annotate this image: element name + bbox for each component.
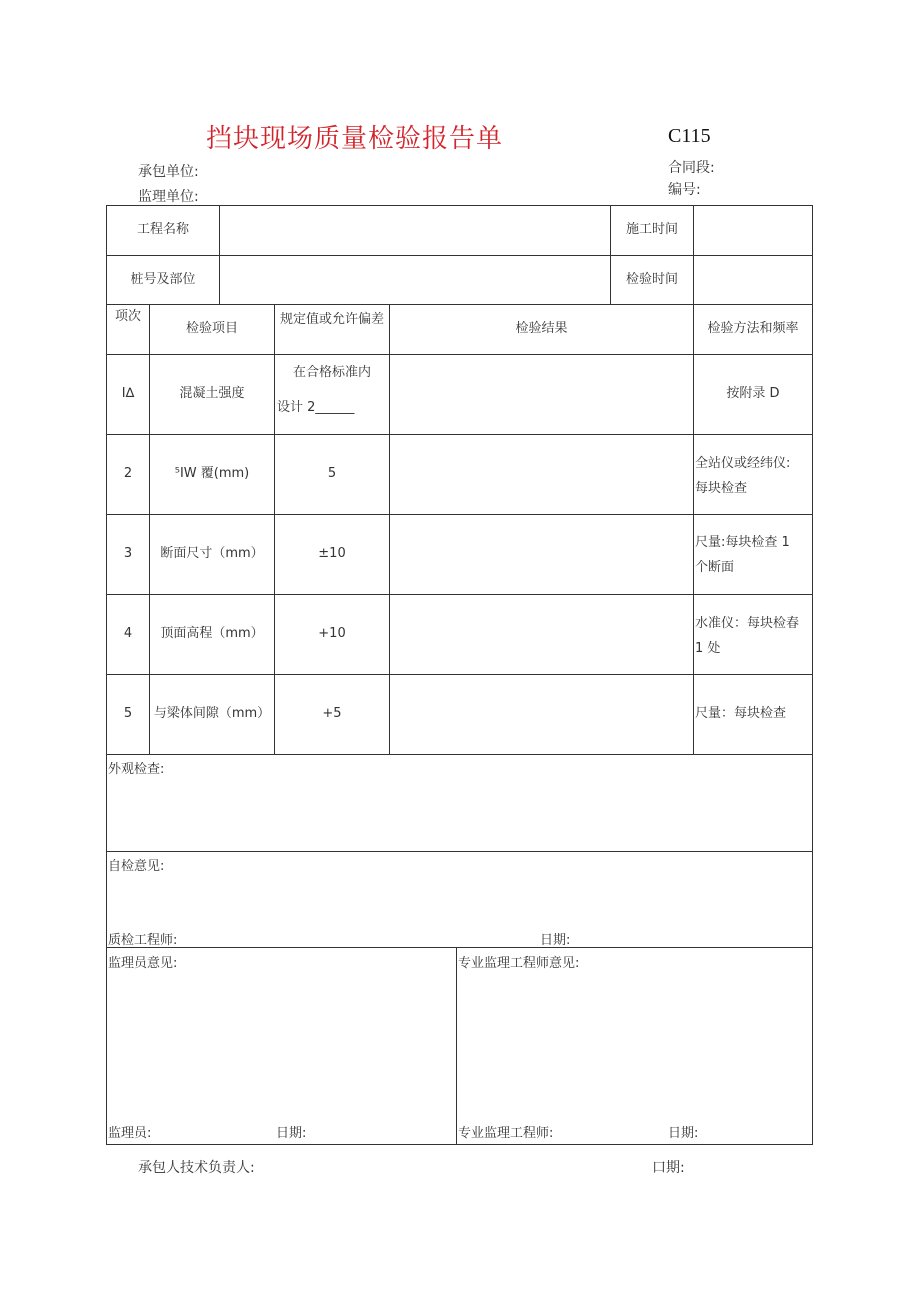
row-item: 与梁体间隙（mm） [153, 706, 271, 722]
header-result: 检验结果 [515, 321, 568, 337]
header-method: 检验方法和频率 [707, 321, 799, 337]
row-method: 水准仪：每块检春 [695, 615, 800, 631]
project-name-label: 工程名称 [136, 222, 189, 238]
construction-time-label: 施工时间 [625, 222, 678, 238]
page-title: 挡块现场质量检验报告单 [206, 124, 504, 154]
project-name-field[interactable] [220, 206, 610, 255]
row-item: 混凝土强度 [179, 386, 245, 402]
row-method-2: 1 处 [695, 640, 721, 656]
form-code: C115 [668, 125, 711, 147]
row-spec: +10 [318, 626, 346, 642]
row-method: 按附录 D [726, 386, 780, 402]
appearance-field[interactable] [107, 778, 812, 850]
qc-engineer-label: 质检工程师: [108, 933, 178, 948]
row-method-2: 每块检查 [695, 480, 748, 496]
number-label: 编号: [668, 182, 701, 198]
row-spec: ±10 [318, 546, 346, 562]
row-no: 3 [123, 546, 133, 562]
row-result-field[interactable] [390, 675, 693, 754]
inspection-time-label: 检验时间 [625, 271, 678, 287]
row-spec: 5 [327, 466, 337, 482]
row-no: 2 [123, 466, 133, 482]
specialist-sign-label: 专业监理工程师: [458, 1126, 554, 1141]
header-item: 检验项目 [185, 321, 238, 337]
row-method: 尺量:每块检查 1 [695, 534, 790, 550]
row-spec-design: 设计 2______ [277, 399, 355, 415]
row-result-field[interactable] [390, 595, 693, 674]
row-result-field[interactable] [390, 355, 693, 434]
row-item: ⁵IW 覆(mm) [174, 466, 250, 482]
header-no: 项次 [114, 308, 141, 324]
supervisor-opinion-field[interactable] [107, 972, 455, 1112]
row-spec: 在合格标准内 [292, 364, 371, 380]
specialist-opinion-label: 专业监理工程师意见: [458, 956, 580, 971]
qc-date-label: 日期: [540, 933, 571, 948]
specialist-opinion-field[interactable] [457, 972, 812, 1112]
row-item: 顶面高程（mm） [160, 626, 264, 642]
specialist-date-label: 日期: [668, 1126, 699, 1141]
row-item: 断面尺寸（mm） [160, 546, 264, 562]
row-result-field[interactable] [390, 515, 693, 594]
construction-time-field[interactable] [694, 206, 812, 255]
row-result-field[interactable] [390, 435, 693, 514]
row-no: 5 [123, 706, 133, 722]
footer-date-label: 口期: [652, 1160, 685, 1176]
row-method-2: 个断面 [695, 559, 735, 575]
supervisor-unit-label: 监理单位: [138, 189, 199, 205]
row-spec: +5 [322, 706, 342, 722]
self-check-label: 自检意见: [108, 859, 165, 874]
contract-section-label: 合同段: [668, 160, 715, 176]
header-spec: 规定值或允许偏差 [279, 311, 384, 327]
row-method: 尺量：每块检查 [695, 706, 787, 722]
contractor-label: 承包单位: [138, 164, 199, 180]
row-no: I∆ [121, 386, 135, 402]
row-no: 4 [123, 626, 133, 642]
supervisor-sign-label: 监理员: [108, 1126, 152, 1141]
station-field[interactable] [220, 256, 610, 304]
supervisor-opinion-label: 监理员意见: [108, 956, 178, 971]
station-label: 桩号及部位 [130, 271, 196, 287]
tech-lead-label: 承包人技术负责人: [138, 1160, 255, 1176]
supervisor-date-label: 日期: [276, 1126, 307, 1141]
self-check-field[interactable] [107, 875, 812, 925]
appearance-label: 外观检查: [108, 762, 165, 777]
row-method: 全站仪或经纬仪: [695, 455, 791, 471]
inspection-time-field[interactable] [694, 256, 812, 304]
